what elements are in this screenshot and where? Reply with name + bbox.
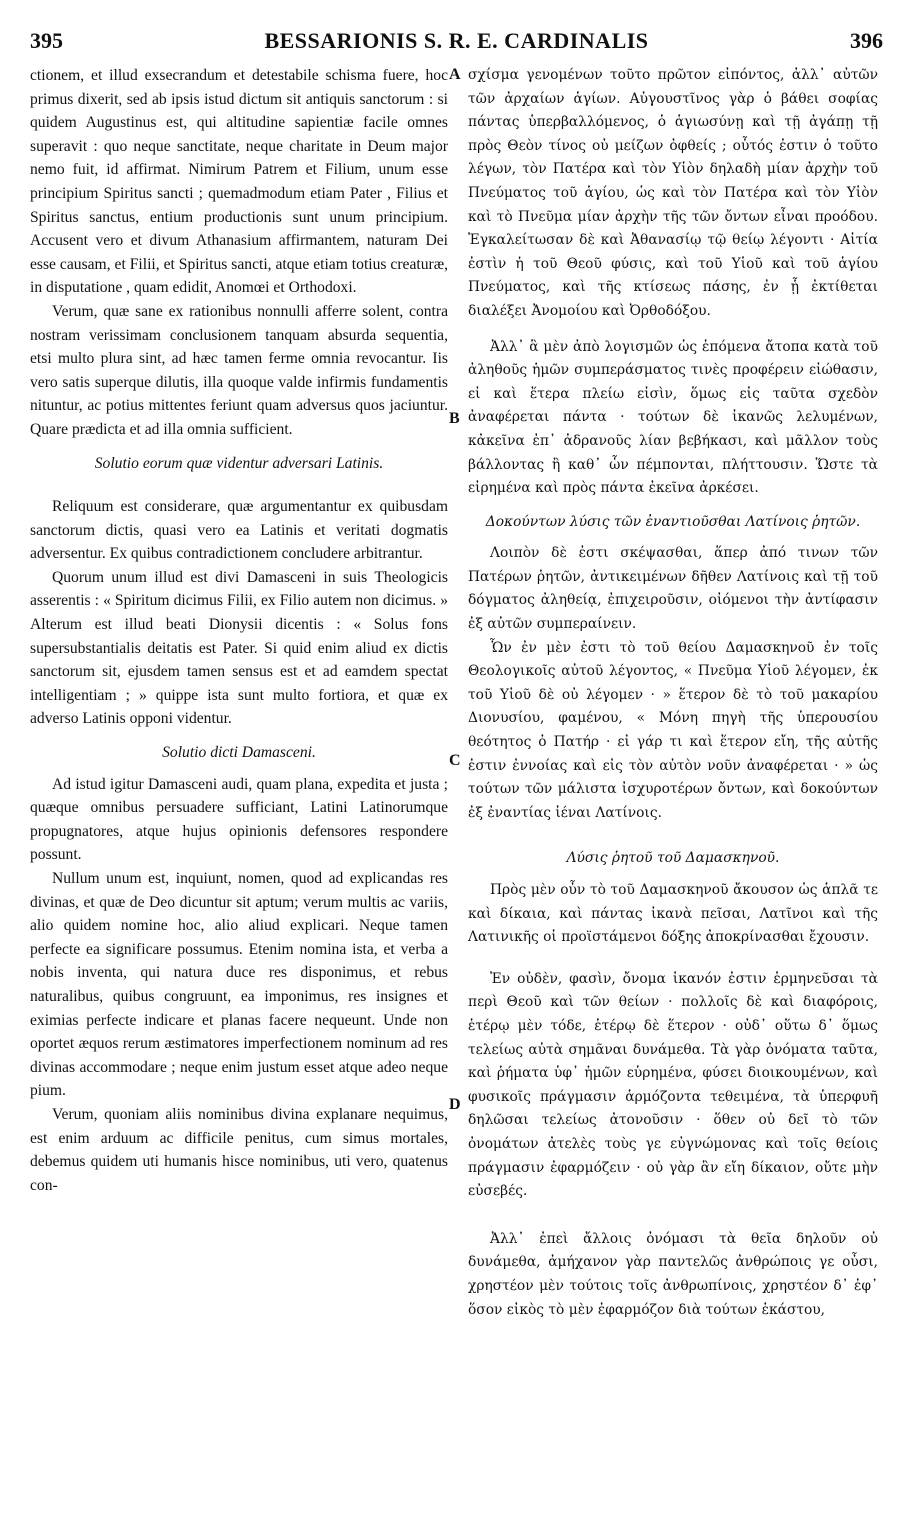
greek-paragraph: Λοιπὸν δὲ ἐστι σκέψασθαι, ἅπερ ἀπό τινων τῶν Πατέρων ῥητῶν, ἀντικειμένων δῆθεν Λατίνοις καὶ τῇ τοῦ δόγματος ἀληθείᾳ, ἐπιχειροῦσιν, οἰόμενοι τὴν ἀντίφασιν ἐξ αὐτῶν συμπεραίνειν.: [468, 545, 878, 633]
latin-paragraph: Ad istud igitur Damasceni audi, quam plana, expedita et justa ; quæque omnibus persuadere sufficiant, Latini Latinorumque propugnatores, atque hujus opinionis defensores respondere possunt.: [30, 775, 448, 864]
greek-section-heading: Λύσις ῥητοῦ τοῦ Δαμασκηνοῦ.: [566, 850, 780, 867]
latin-paragraph: ctionem, et illud exsecrandum et detestabile schisma fuere, hoc primus dixerit, sed ab ipsis istud dictum sit antiquis sanctorum : si quidem Augustinus est, qui altitudine sapientiæ facile omnes superavit : quo neque sanctitate, neque charitate in Deum major nemo fuit, id affirmat. Nimirum Patrem et Filium, unum esse principium Spiritus sancti ; quemadmodum etiam Pater , Filius et Spiritus sanctus, entium productionis sunt unum principium. Accusent vero et divum Athanasium affirmantem, naturam Dei esse causam, et Filii, et Spiritus sancti, atque etiam totius creaturæ, in disputatione , quam edidit, Anomœi et Orthodoxi.: [30, 67, 448, 297]
running-title: BESSARIONIS S. R. E. CARDINALIS: [264, 28, 649, 53]
greek-paragraph: Ἀλλ᾽ ἐπεὶ ἄλλοις ὀνόμασι τὰ θεῖα δηλοῦν οὐ δυνάμεθα, ἀμήχανον γὰρ παντελῶς ἀνθρώποις γε οὖσι, χρηστέον μὲν τούτοις τοῖς ἀνθρωπίνοις, χρηστέον δ᾽ ἐφ᾽ ὅσον εἰκὸς τὸ μὲν ἐφαρμόζον διὰ τούτων ἑκάστου,: [468, 1230, 878, 1318]
greek-column: [468, 64, 878, 1322]
greek-paragraph: σχίσμα γενομένων τοῦτο πρῶτον εἰπόντος, ἀλλ᾽ αὐτῶν τῶν ἀρχαίων ἁγίων. Αὐγουστῖνος γὰρ ὁ βάθει σοφίας πάντας ὑπερβαλλόμενος, ὁ ἁγιωσύνῃ καὶ τῇ ἀγάπῃ τῇ πρὸς Θεὸν τίνος οὐ μείζων ὀφθείς ; οὗτός ἐστιν ὁ τοῦτο λέγων, τὸν Πατέρα καὶ τὸν Υἱὸν δηλαδὴ μίαν ἀρχὴν τοῦ Πνεύματος τοῦ ἁγίου, ὡς καὶ τὸν Πατέρα καὶ τὸν Υἱὸν καὶ τὸ Πνεῦμα μίαν ἀρχὴν τῆς τῶν ὄντων εἶναι προόδου. Ἐγκαλείτωσαν δὲ καὶ Ἀθανασίῳ τῷ θείῳ λέγοντι · Αἰτία ἐστὶν ἡ τοῦ Θεοῦ φύσις, καὶ τοῦ Υἱοῦ καὶ τοῦ ἁγίου Πνεύματος, καὶ τῆς κτίσεως πάσης, ἐν ᾗ ἐκτίθεται διαλέξει Ἀνομοίου καὶ Ὀρθοδόξου.: [468, 67, 878, 319]
latin-paragraph: Verum, quoniam aliis nominibus divina explanare nequimus, est enim arduum ac difficile penitus, cum simus mortales, debemus quidem uti humanis hisce nominibus, uti vero, quatenus con-: [30, 1105, 448, 1194]
greek-section-heading: Δοκούντων λύσις τῶν ἐναντιοῦσθαι Λατίνοις ῥητῶν.: [485, 513, 861, 530]
greek-paragraph: Πρὸς μὲν οὖν τὸ τοῦ Δαμασκηνοῦ ἄκουσον ὡς ἁπλᾶ τε καὶ δίκαια, καὶ πάντας ἱκανὰ πεῖσαι, Λατῖνοι καὶ τῆς Λατινικῆς οἱ προϊστάμενοι δόξης ἀποκρίνασθαι ἔχουσιν.: [468, 882, 878, 946]
latin-paragraph: Verum, quæ sane ex rationibus nonnulli afferre solent, contra nostram verissimam conclusionem tanquam absurda sequentia, etsi multo plura sint, ad hæc tamen ferme omnia revocantur. Iis vero satis superque dilutis, illa quoque valde infirmis fundamentis nituntur, ac potius mittentes feriunt quam adversus quos jaciuntur. Quare prædicta et ad illa omnia sufficient.: [30, 302, 448, 438]
latin-column: [30, 64, 448, 1197]
margin-letter-b: B: [449, 410, 460, 427]
page-number-left: 395: [30, 28, 63, 53]
greek-paragraph: Ἀλλ᾽ ἃ μὲν ἀπὸ λογισμῶν ὡς ἑπόμενα ἄτοπα κατὰ τοῦ ἀληθοῦς ἡμῶν συμπεράσματος τινὲς προφέρειν εἰώθασιν, εἰ καὶ ἕτερα πλείω εἰσὶν, ὅμως εἰς ταῦτα σχεδὸν ἀναφέρεται πάντα · τούτων δὲ ἱκανῶς λελυμένων, κἀκεῖνα ἐπ᾽ ἀδρανοῦς λίαν βεβήκασι, καὶ μᾶλλον τοὺς βάλλοντας ἢ καθ᾽ ὧν πέμπονται, πλήττουσιν. Ὥστε τὰ εἰρημένα καὶ πρὸς πάντα ἐκεῖνα ἀρκέσει.: [468, 338, 878, 497]
latin-paragraph: Quorum unum illud est divi Damasceni in suis Theologicis asserentis : « Spiritum dicimus Filii, ex Filio autem non dicimus. » Alterum est illud beati Dionysii dicentis : « Solus fons supersubstantialis deitatis est Pater. Si quid enim aliud ex dictis sanctorum sit, ejusdem tamen sensus est et ad eamdem spectat intelligentiam ; » quippe ista sunt multo fortiora, et quæ ex adverso Latinis opponi videntur.: [30, 568, 448, 728]
greek-paragraph: Ἐν οὐδὲν, φασὶν, ὄνομα ἱκανόν ἐστιν ἑρμηνεῦσαι τὰ περὶ Θεοῦ καὶ τῶν θείων · πολλοῖς δὲ καὶ διαφόροις, ἑτέρῳ μὲν τόδε, ἑτέρῳ δὲ ἕτερον · οὐδ᾽ οὕτω δ᾽ ὅμως τελείως αὐτὰ σημᾶναι δυνάμεθα. Τὰ γὰρ ὀνόματα ταῦτα, καὶ ῥήματα ὑφ᾽ ἡμῶν εὑρημένα, φύσει διοικουμένων, καὶ φυσικοῖς πράγμασιν ἁρμόζοντα τεθειμένα, τὰ ὑπερφυῆ δηλῶσαι τελείως ἀτονοῦσιν · ὅθεν οὐ δεῖ τὸ τῶν ὀνομάτων ἀτελὲς τοὺς γε εὐγνώμονας καὶ τοῖς θείοις πράγμασιν ἐφαρμόζειν · οὐ γὰρ ἂν εἴη δίκαιον, οὔτε μὴν εὐσεβές.: [468, 970, 878, 1200]
margin-letter-c: C: [449, 752, 461, 769]
page-number-right: 396: [850, 28, 883, 53]
latin-paragraph: Reliquum est considerare, quæ argumentantur ex quibusdam sanctorum dictis, quasi vero ea Latinis et veritati dogmatis adversentur. Ex quibus contradictionem concludere arbitrantur.: [30, 498, 448, 563]
latin-section-heading: Solutio dicti Damasceni.: [162, 744, 316, 762]
margin-letter-d: D: [449, 1096, 461, 1113]
page-header: [30, 28, 883, 56]
latin-section-heading: Solutio eorum quæ videntur adversari Latinis.: [94, 454, 384, 472]
margin-letter-a: A: [449, 66, 461, 83]
latin-paragraph: Nullum unum est, inquiunt, nomen, quod ad explicandas res divinas, et quæ de Deo dicuntur sit aptum; verum multis ac variis, alio quidem nomine hoc, alio aliud explicari. Neque tamen perfecte ea significare possumus. Etenim nomina ista, et verba a nobis inventa, qui natura duce res disponimus, et rebus naturalibus, quibus congruunt, ea imponimus, res insignes et eximias perfecte indicare et planas facere nequeunt. Unde non oportet æquos rerum æstimatores imperfectionem nominum ad res divinas accommodare ; neque enim justum esset atque adeo neque pium.: [30, 870, 448, 1100]
greek-paragraph: Ὧν ἐν μὲν ἐστι τὸ τοῦ θείου Δαμασκηνοῦ ἐν τοῖς Θεολογικοῖς αὐτοῦ λέγοντος, « Πνεῦμα Υἱοῦ λέγομεν, ἐκ τοῦ Υἱοῦ δὲ οὐ λέγομεν · » ἕτερον δὲ τὸ τοῦ μακαρίου Διονυσίου, φαμένου, « Μόνη πηγὴ τῆς ὑπερουσίου θεότητος ὁ Πατήρ · εἰ γάρ τι καὶ ἕτερον εἴη, τῆς αὐτῆς ἐστιν ἐννοίας καὶ εἰς τὸν αὐτὸν νοῦν ἀναφέρεται · » ὡς τούτων τῶν μάλιστα ἰσχυροτέρων ὄντων, καὶ δοκούντων ἐξ ἐναντίας ἰέναι Λατίνοις.: [468, 639, 878, 821]
